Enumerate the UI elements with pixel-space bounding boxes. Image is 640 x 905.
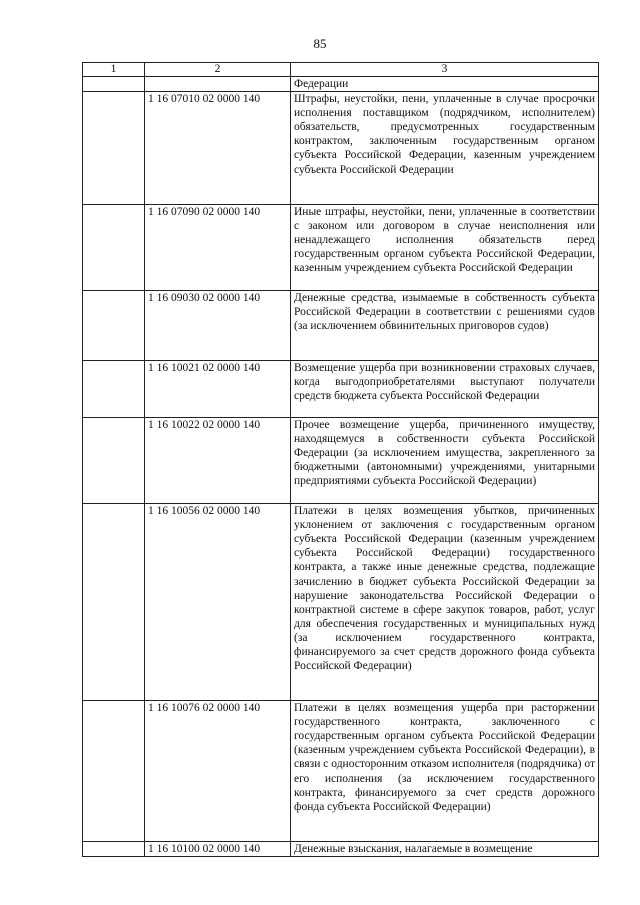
table-row (83, 361, 599, 418)
row-col1-cell (83, 92, 145, 205)
table-row (83, 291, 599, 361)
budget-code-cell: 1 16 09030 02 0000 140 (145, 291, 291, 361)
description-cell: Возмещение ущерба при возникновении страховых случаев, когда выгодоприобретателями выступают получатели средств бюджета субъекта Российской Федерации (291, 361, 599, 418)
table-row (83, 842, 599, 857)
budget-code-cell: 1 16 10021 02 0000 140 (145, 361, 291, 418)
row-col1-cell (83, 701, 145, 842)
budget-code-cell (145, 77, 291, 92)
table-row (83, 205, 599, 291)
row-col1-cell (83, 77, 145, 92)
row-col1-cell (83, 361, 145, 418)
budget-code-cell: 1 16 10100 02 0000 140 (145, 842, 291, 857)
table-row (83, 504, 599, 701)
description-cell: Денежные средства, изымаемые в собственность субъекта Российской Федерации в соответствии с решениями судов (за исключением обвинительных приговоров судов) (291, 291, 599, 361)
row-col1-cell (83, 418, 145, 504)
budget-code-cell: 1 16 10022 02 0000 140 (145, 418, 291, 504)
row-col1-cell (83, 504, 145, 701)
budget-code-cell: 1 16 10056 02 0000 140 (145, 504, 291, 701)
budget-codes-table (82, 62, 599, 857)
description-cell: Прочее возмещение ущерба, причиненного имуществу, находящемуся в собственности субъекта Российской Федерации (за исключением имущества, закрепленного за бюджетными (автономными) учреждениями, унитарными предприятиями субъекта Российской Федерации) (291, 418, 599, 504)
row-col1-cell (83, 291, 145, 361)
table-row (83, 92, 599, 205)
row-col1-cell (83, 842, 145, 857)
budget-code-cell: 1 16 10076 02 0000 140 (145, 701, 291, 842)
header-col-1: 1 (83, 63, 145, 77)
table-row (83, 418, 599, 504)
description-cell: Иные штрафы, неустойки, пени, уплаченные в соответствии с законом или договором в случае неисполнения или ненадлежащего исполнения обязательств перед государственным органом субъекта Российской Федерации, казенным учреждением субъекта Российской Федерации (291, 205, 599, 291)
description-cell: Федерации (291, 77, 599, 92)
description-cell: Штрафы, неустойки, пени, уплаченные в случае просрочки исполнения поставщиком (подрядчиком, исполнителем) обязательств, предусмотренных государственным контрактом, заключенным государственным органом субъекта Российской Федерации, казенным учреждением субъекта Российской Федерации (291, 92, 599, 205)
table-header-row (83, 63, 599, 77)
table-row (83, 77, 599, 92)
description-cell: Денежные взыскания, налагаемые в возмещение (291, 842, 599, 857)
page-number: 85 (313, 36, 327, 51)
description-cell: Платежи в целях возмещения ущерба при расторжении государственного контракта, заключенного с государственным органом субъекта Российской Федерации (казенным учреждением субъекта Российской Федерации), в связи с односторонним отказом исполнителя (подрядчика) от его исполнения (за исключением государственного контракта, финансируемого за счет средств дорожного фонда субъекта Российской Федерации) (291, 701, 599, 842)
budget-code-cell: 1 16 07090 02 0000 140 (145, 205, 291, 291)
description-cell: Платежи в целях возмещения убытков, причиненных уклонением от заключения с государственным органом субъекта Российской Федерации (казенным учреждением субъекта Российской Федерации) государственного контракта, а также иные денежные средства, подлежащие зачислению в бюджет субъекта Российской Федерации за нарушение законодательства Российской Федерации о контрактной системе в сфере закупок товаров, работ, услуг для обеспечения государственных и муниципальных нужд (за исключением государственного контракта, финансируемого за счет средств дорожного фонда субъекта Российской Федерации) (291, 504, 599, 701)
row-col1-cell (83, 205, 145, 291)
budget-code-cell: 1 16 07010 02 0000 140 (145, 92, 291, 205)
header-col-3: 3 (291, 63, 599, 77)
table-row (83, 701, 599, 842)
header-col-2: 2 (145, 63, 291, 77)
